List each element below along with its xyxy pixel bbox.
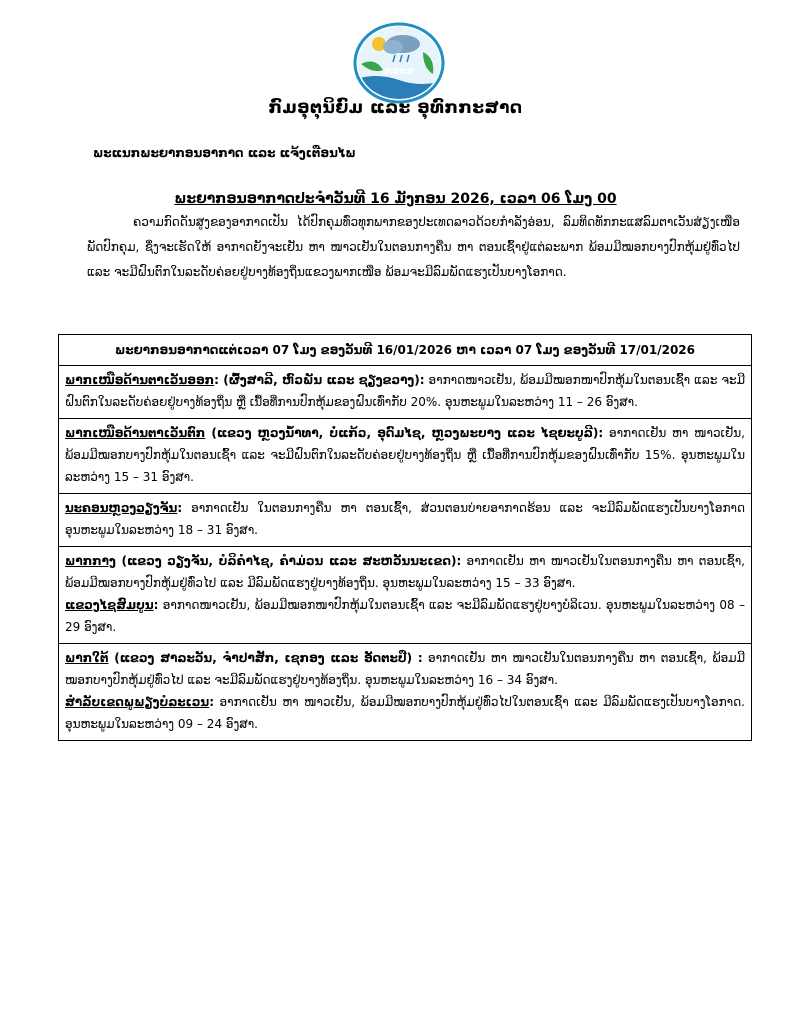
region-name: ພາກເໜືອດ້ານຕາເວັນອອກ [65,373,215,387]
region-name: ສຳລັບເຂດພູພຽງບໍລະເວນ [65,695,210,709]
region-name: ພາກເໜືອດ້ານຕາເວັນຕົກ [65,426,206,440]
department-name: ກົມອຸຕຸນິຍົມ ແລະ ອຸທົກກະສາດ [268,98,523,118]
region-forecast-text: ອາກາດເຢັນ ໃນຕອນກາງຄືນ ຫາ ຕອນເຊົ້າ, ສ່ວນຕອນບ່າຍອາກາດຮ້ອນ ແລະ ຈະມີລົມພັດແຮງເປັນບາງໂອກາດ ອຸນຫະພູມໃນລະຫວ່າງ 18 – 31 ອົງສາ. [65,501,745,537]
forecast-row-central [59,547,752,644]
region-entry [65,647,745,691]
region-entry [65,691,745,735]
forecast-cell [59,366,752,419]
forecast-title: ພະຍາກອນອາກາດປະຈຳວັນທີ 16 ມັງກອນ 2026, ເວລາ 06 ໂມງ 00 [174,191,617,207]
region-provinces: (ແຂວງ ຫຼວງນ້ຳທາ, ບໍ່ແກ້ວ, ອຸດົມໄຊ, ຫຼວງພະບາງ ແລະ ໄຊຍະບູລີ): [205,426,604,440]
region-name: ພາກກາງ [65,554,116,568]
forecast-cell [59,644,752,741]
logo-text: ກອຕອ [384,66,414,77]
forecast-cell [59,547,752,644]
forecast-row-northeast [59,366,752,419]
forecast-row-south [59,644,752,741]
region-provinces: : [177,501,183,515]
forecast-table [58,334,752,741]
region-entry [65,594,745,638]
region-forecast-text: ອາກາດໜາວເຢັນ, ພ້ອມມີໝອກໜາປົກຫຸ້ມໃນຕອນເຊົ້າ ແລະ ຈະມີລົມພັດແຮງຢູ່ບາງບໍລິເວນ. ອຸນຫະພູມໃນລະຫວ່າງ 08 – 29 ອົງສາ. [65,598,745,634]
region-forecast-text: ອາກາດເຢັນ ຫາ ໜາວເຢັນໃນຕອນກາງຄືນ ຫາ ຕອນເຊົ້າ, ພ້ອມມີໝອກບາງປົກຫຸ້ມຢູ່ທົ່ວໄປ ແລະ ຈະມີລົມພັດແຮງຢູ່ບາງທ້ອງຖິ່ນ. ອຸນຫະພູມໃນລະຫວ່າງ 16 – 34 ອົງສາ. [65,651,745,687]
region-provinces: (ແຂວງ ສາລະວັນ, ຈຳປາສັກ, ເຊກອງ ແລະ ອັດຕະປື) : [108,651,423,665]
region-forecast-text: ອາກາດເຢັນ ຫາ ໜາວເຢັນໃນຕອນກາງຄືນ ຫາ ຕອນເຊົ້າ, ພ້ອມມີໝອກບາງປົກຫຸ້ມຢູ່ທົ່ວໄປ ແລະ ມີລົມພັດແຮງຢູ່ບາງທ້ອງຖິ່ນ. ອຸນຫະພູມໃນລະຫວ່າງ 15 – 33 ອົງສາ. [65,554,745,590]
forecast-table-header: ພະຍາກອນອາກາດແຕ່ເວລາ 07 ໂມງ ຂອງວັນທີ 16/01/2026 ຫາ ເວລາ 07 ໂມງ ຂອງວັນທີ 17/01/2026 [59,335,752,366]
region-forecast-text: ອາກາດເຢັນ ຫາ ໜາວເຢັນ, ພ້ອມມີໝອກບາງປົກຫຸ້ມຢູ່ທົ່ວໄປໃນຕອນເຊົ້າ ແລະ ມີລົມພັດແຮງເປັນບາງໂອກາດ. ອຸນຫະພູມໃນລະຫວ່າງ 09 – 24 ອົງສາ. [65,695,745,731]
region-forecast-text: ອາກາດໜາວເຢັນ, ພ້ອມມີໝອກໜາປົກຫຸ້ມໃນຕອນເຊົ້າ ແລະ ຈະມີຝົນຕົກໃນລະດັບຄ່ອຍຢູ່ບາງທ້ອງຖິ່ນ ຫຼື ເນື້ອທີ່ການປົກຫຸ້ມຂອງຝົນເທົ່າກັບ 20%. ອຸນຫະພູມໃນລະຫວ່າງ 11 – 26 ອົງສາ. [65,373,746,409]
forecast-summary: ຄວາມກົດດັນສູງຂອງອາກາດເປັນ ໄດ້ປົກຄຸມທົ່ວທຸກພາກຂອງປະເທດລາວດ້ວຍກຳລັງອ່ອນ, ລົມທິດທັກກະແສລົມຕາເວັນສ່ຽງເໜືອພັດປົກຄຸມ, ຊຶ່ງຈະເຮັດໃຫ້ ອາກາດຍັງຈະເຢັນ ຫາ ໜາວເຢັນໃນຕອນກາງຄືນ ຫາ ຕອນເຊົ້າຢູ່ແຕ່ລະພາກ ພ້ອມມີໝອກບາງປົກຫຸ້ມຢູ່ທົ່ວໄປ ແລະ ຈະມີຝົນຕົກໃນລະດັບຄ່ອຍຢູ່ບາງທ້ອງຖິ່ນແຂວງພາກເໜືອ ພ້ອມຈະມີລົມພັດແຮງເປັນບາງໂອກາດ. [87,215,740,279]
region-forecast-text: ອາກາດເຢັນ ຫາ ໜາວເຢັນ, ພ້ອມມີໝອກບາງປົກຫຸ້ມໃນຕອນເຊົ້າ ແລະ ຈະມີຝົນຕົກໃນລະດັບຄ່ອຍຢູ່ບາງທ້ອງຖິ່ນ ຫຼື ເນື້ອທີ່ການປົກຫຸ້ມຂອງຝົນເທົ່າກັບ 15%. ອຸນຫະພູມໃນລະຫວ່າງ 15 – 31 ອົງສາ. [65,426,745,484]
region-provinces: : (ຜົ້ງສາລີ, ຫົວພັນ ແລະ ຊຽງຂວາງ): [214,373,425,387]
forecast-cell [59,494,752,547]
forecast-table-header-row [59,335,752,366]
region-entry [65,550,745,594]
forecast-row-northwest [59,419,752,494]
region-provinces: : [153,598,159,612]
region-name: ພາກໃຕ້ [65,651,109,665]
division-name: ພະແນກພະຍາກອນອາກາດ ແລະ ແຈ້ງເຕືອນໄພ [93,146,356,160]
region-provinces: (ແຂວງ ວຽງຈັນ, ບໍລິຄຳໄຊ, ຄຳມ່ວນ ແລະ ສະຫວັນນະເຂດ): [115,554,462,568]
department-logo [353,22,445,104]
region-name: ແຂວງໄຊສົມບູນ [65,598,154,612]
region-name: ນະຄອນຫຼວງວຽງຈັນ [65,501,178,515]
forecast-row-vientiane-capital [59,494,752,547]
region-provinces: : [209,695,214,709]
forecast-cell [59,419,752,494]
